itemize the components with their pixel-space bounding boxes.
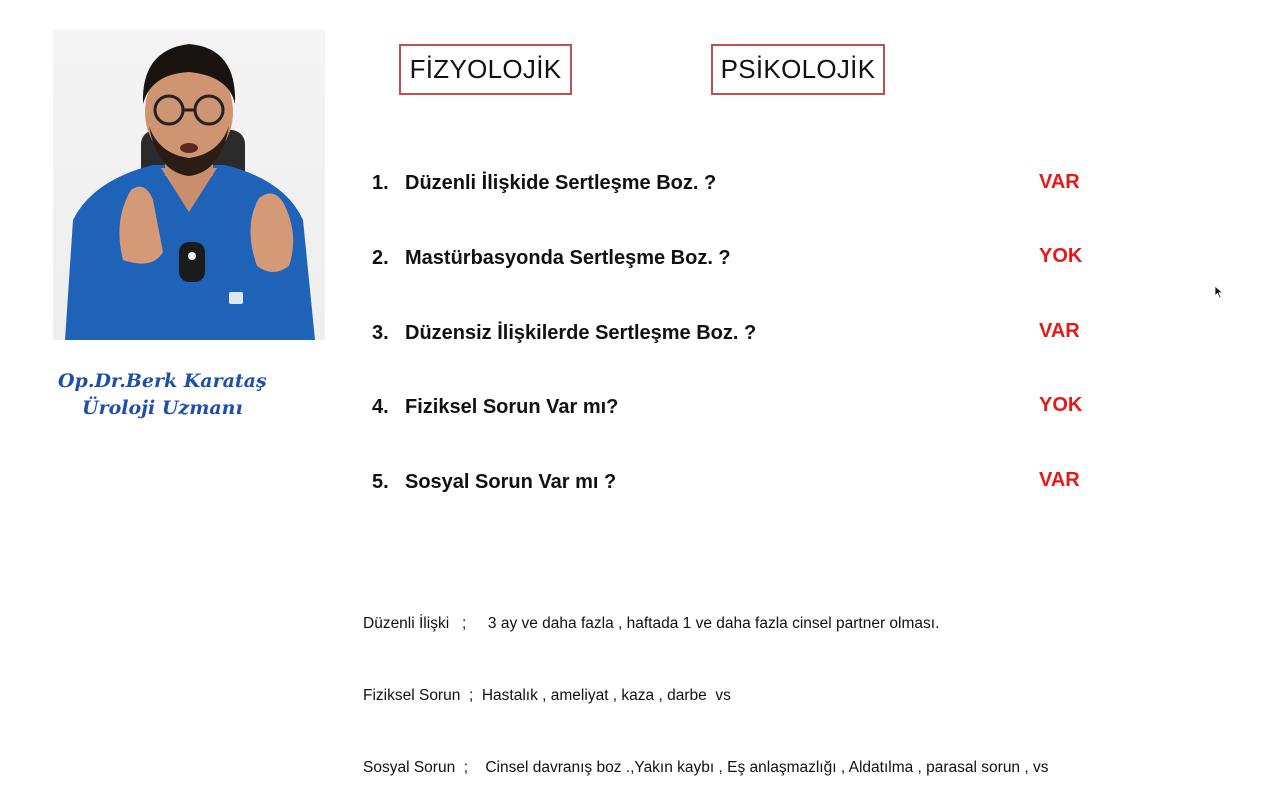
note-line: Düzenli İlişki ; 3 ay ve daha fazla , haftada 1 ve daha fazla cinsel partner olması.	[363, 615, 940, 632]
psikolojik-box	[711, 44, 885, 95]
psikolojik-label: PSİKOLOJİK	[720, 54, 876, 84]
question-number: 3.	[372, 322, 389, 344]
answer-label: YOK	[1039, 245, 1083, 267]
question-text: Mastürbasyonda Sertleşme Boz. ?	[405, 247, 731, 269]
doctor-illustration	[53, 30, 325, 340]
question-number: 4.	[372, 396, 389, 418]
doctor-photo	[53, 30, 325, 340]
question-item	[372, 396, 618, 419]
fizyolojik-box	[399, 44, 572, 95]
doctor-name: Op.Dr.Berk Karataş	[58, 370, 267, 392]
doctor-title: Üroloji Uzmanı	[82, 397, 243, 419]
definitions-notes	[363, 564, 1048, 804]
question-item	[372, 247, 731, 270]
question-number: 2.	[372, 247, 389, 269]
question-number: 1.	[372, 172, 389, 194]
mouse-pointer-icon	[1214, 285, 1224, 304]
question-text: Sosyal Sorun Var mı ?	[405, 471, 617, 493]
answer-label: VAR	[1039, 320, 1080, 342]
fizyolojik-label: FİZYOLOJİK	[409, 54, 562, 84]
question-number: 5.	[372, 471, 389, 493]
note-line: Sosyal Sorun ; Cinsel davranış boz .,Yakın kaybı , Eş anlaşmazlığı , Aldatılma , parasal sorun , vs	[363, 759, 1049, 776]
microphone-icon	[179, 242, 205, 282]
question-text: Düzensiz İlişkilerde Sertleşme Boz. ?	[405, 322, 757, 344]
question-text: Fiziksel Sorun Var mı?	[405, 396, 619, 418]
doctor-caption	[50, 368, 330, 422]
answer-label: VAR	[1039, 171, 1080, 193]
question-item	[372, 172, 716, 195]
answer-label: YOK	[1039, 394, 1083, 416]
answer-label: VAR	[1039, 469, 1080, 491]
question-text: Düzenli İlişkide Sertleşme Boz. ?	[405, 172, 717, 194]
question-item	[372, 322, 756, 345]
question-item	[372, 471, 616, 494]
note-line: Fiziksel Sorun ; Hastalık , ameliyat , kaza , darbe vs	[363, 687, 731, 704]
